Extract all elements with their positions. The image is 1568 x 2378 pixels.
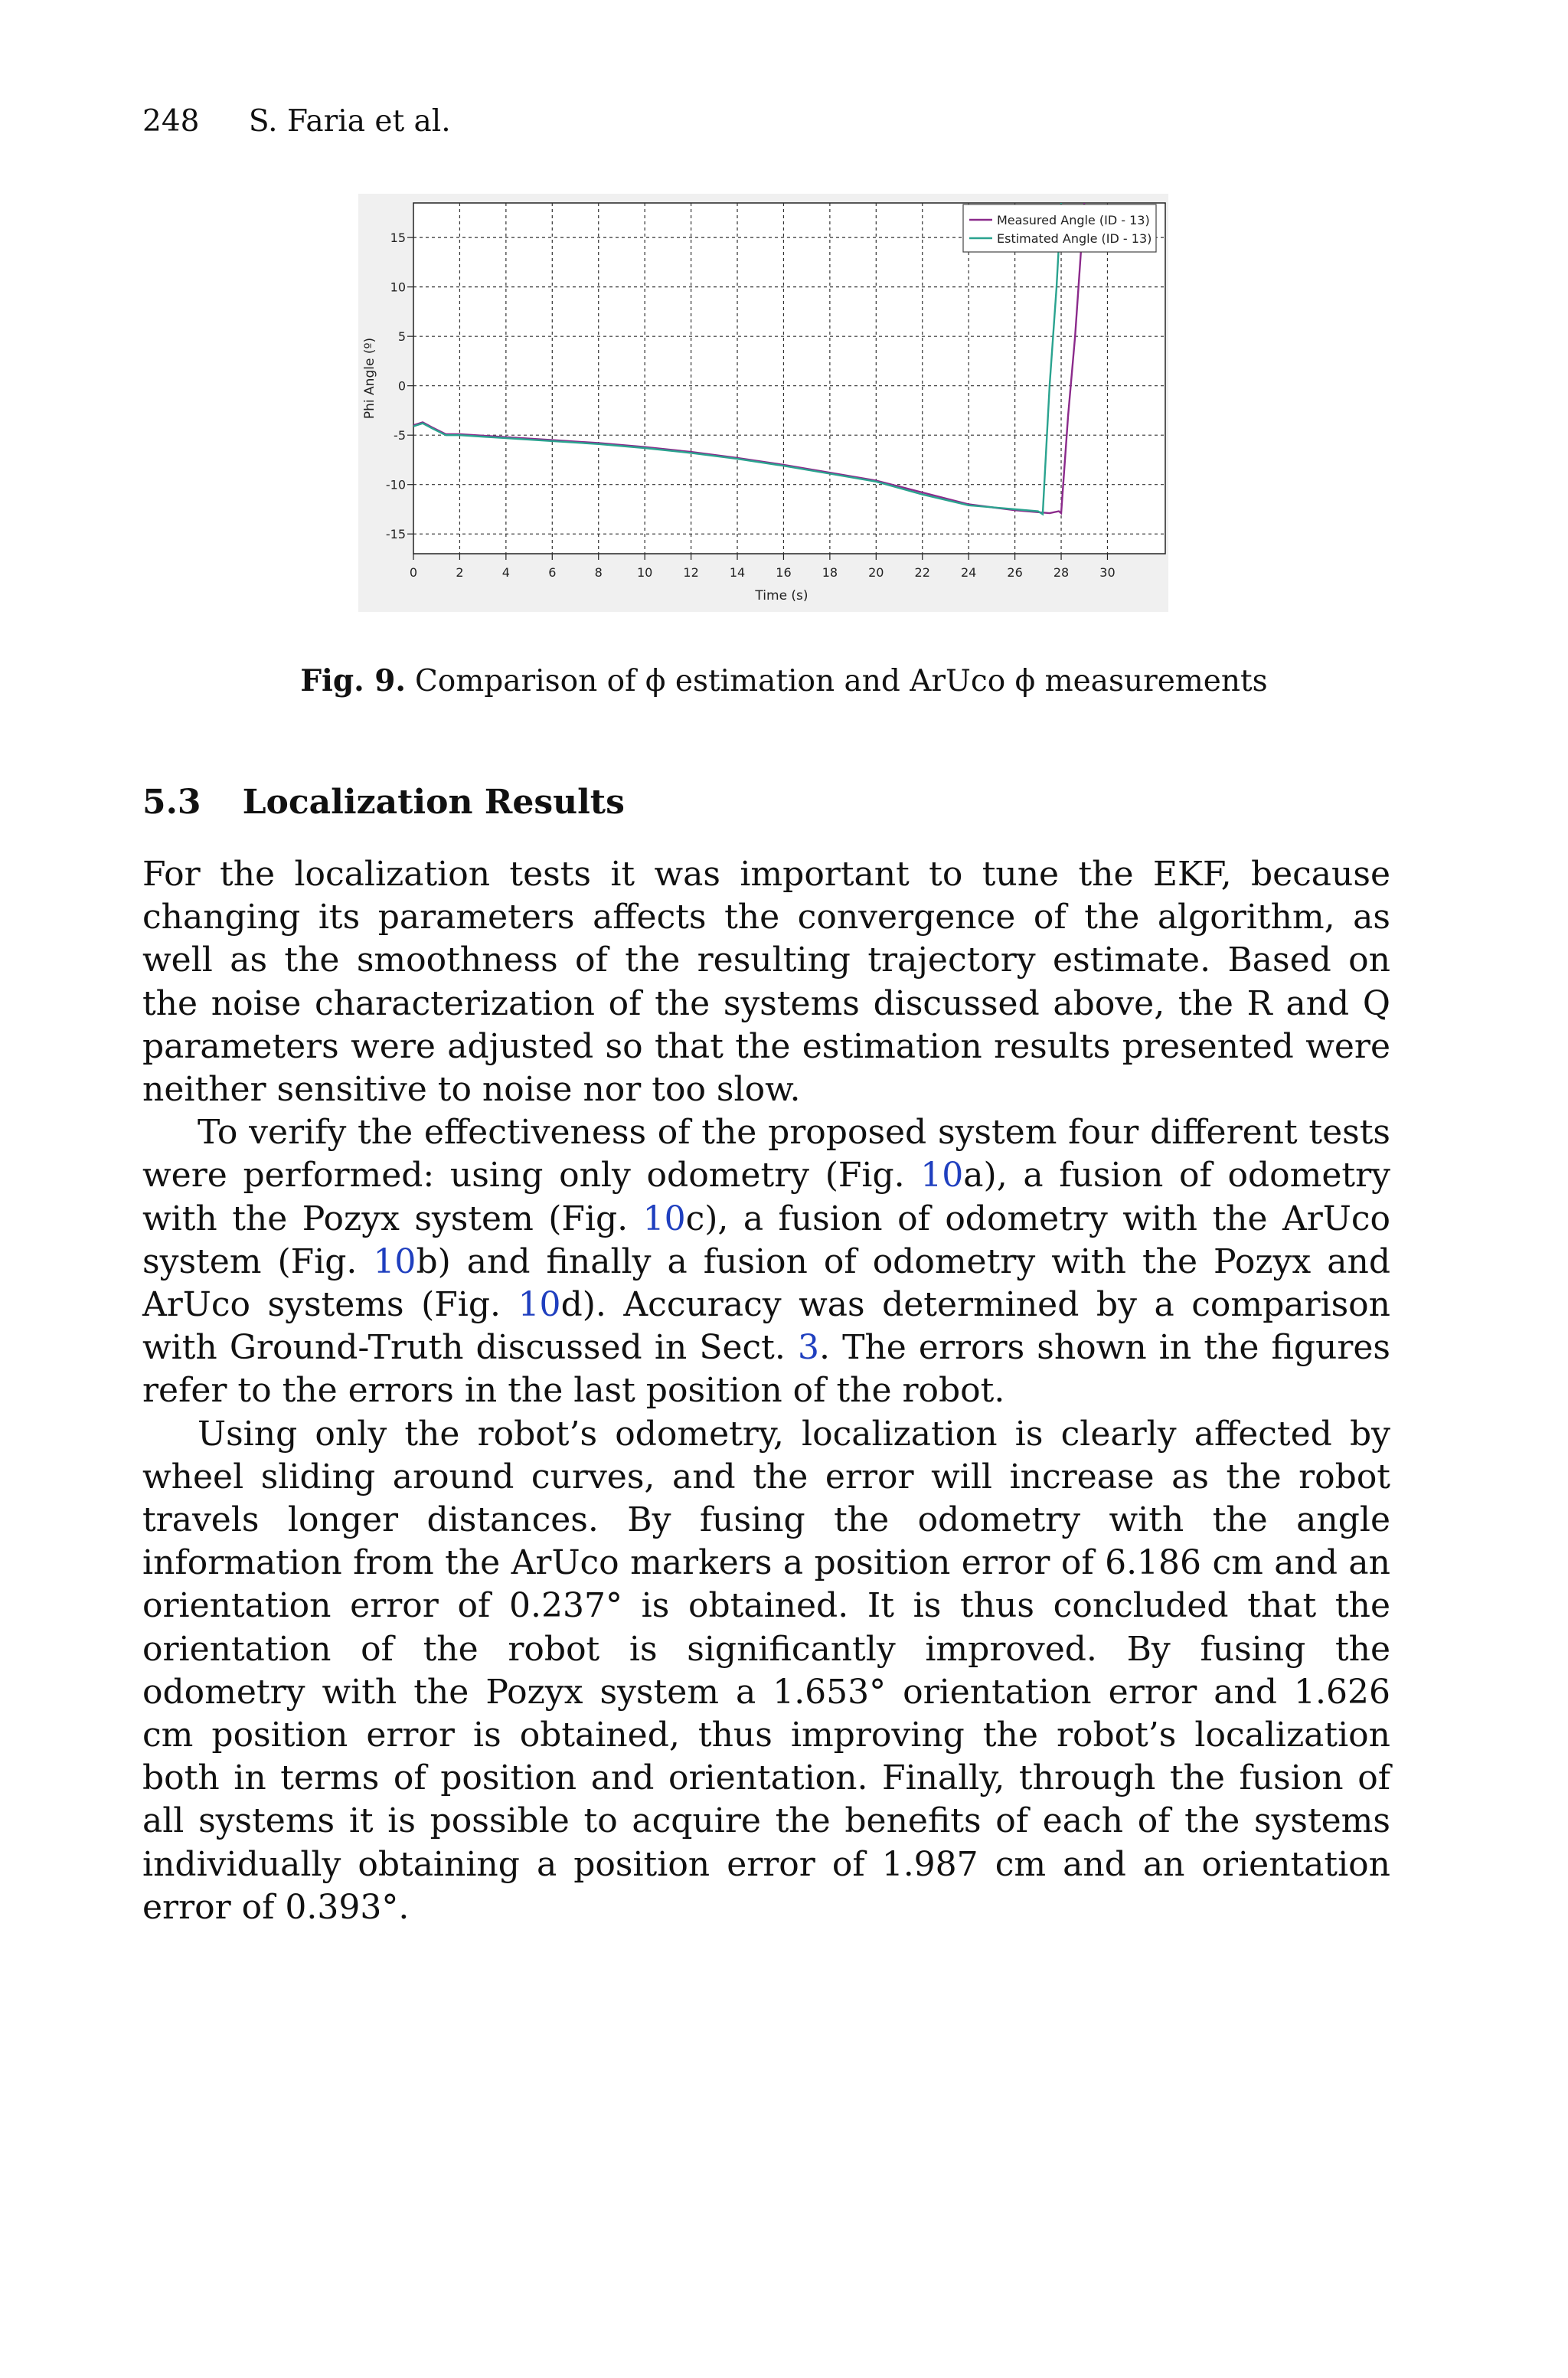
y-tick-label: -10 xyxy=(385,477,406,492)
fig-10c-link[interactable]: 10 xyxy=(642,1199,686,1238)
plot-area xyxy=(413,203,1165,554)
section-number: 5.3 xyxy=(142,783,201,822)
x-tick-label: 4 xyxy=(501,565,510,580)
y-tick-label: -15 xyxy=(385,527,406,542)
y-tick-label: 15 xyxy=(390,231,406,246)
paragraph-1: For the localization tests it was important to tune the EKF, because changing its parameters affects the convergence of the algorithm, as well as the smoothness of the resulting trajectory estimate. Based on the noise characterization of the systems discussed above, the R and Q parameters were adjusted so that the estimation results presented were neither sensitive to noise nor too slow. xyxy=(142,855,1390,1110)
p2-text-5: d). Accuracy was determined by a comparison with Ground-Truth discussed in Sect. xyxy=(142,1285,1390,1368)
p2-text-2: a), a fusion of odometry with the Pozyx system (Fig. xyxy=(142,1156,1390,1238)
fig-10d-link[interactable]: 10 xyxy=(518,1285,561,1325)
fig-10a-link[interactable]: 10 xyxy=(920,1156,964,1196)
legend-entry: Estimated Angle (ID - 13) xyxy=(997,231,1152,246)
paragraph-3: Using only the robot’s odometry, localization is clearly affected by wheel sliding around curves, and the error will increase as the robot travels longer distances. By fusing the odometry with the angle information from the ArUco markers a position error of 6.186 cm and an orientation error of 0.237° is obtained. It is thus concluded that the orientation of the robot is significantly improved. By fusing the odometry with the Pozyx system a 1.653° orientation error and 1.626 cm position error is obtained, thus improving the robot’s localization both in terms of position and orientation. Finally, through the fusion of all systems it is possible to acquire the benefits of each of the systems individually obtaining a position error of 1.987 cm and an orientation error of 0.393°. xyxy=(142,1414,1390,1927)
x-tick-label: 6 xyxy=(548,565,557,580)
section-title: Localization Results xyxy=(242,783,625,822)
figure-9 xyxy=(358,194,1168,612)
figure-caption xyxy=(0,663,1568,698)
running-header xyxy=(142,104,451,139)
legend xyxy=(963,204,1156,252)
x-axis-label: Time (s) xyxy=(755,588,808,603)
y-tick-label: 10 xyxy=(390,280,406,295)
x-tick-label: 26 xyxy=(1007,565,1023,580)
running-authors: S. Faria et al. xyxy=(248,104,451,139)
body-text xyxy=(142,853,1390,1929)
legend-entry: Measured Angle (ID - 13) xyxy=(997,213,1150,227)
x-tick-label: 24 xyxy=(960,565,977,580)
x-tick-label: 14 xyxy=(729,565,746,580)
y-tick-label: -5 xyxy=(394,428,406,443)
section-heading xyxy=(142,783,625,822)
phi-angle-chart xyxy=(358,194,1168,612)
paragraph-2 xyxy=(142,1111,1390,1412)
x-tick-label: 28 xyxy=(1053,565,1070,580)
y-tick-label: 5 xyxy=(397,329,406,345)
p2-text-1: To verify the effectiveness of the proposed system four different tests were performed: using only odometry (Fig. xyxy=(142,1113,1390,1196)
x-tick-label: 12 xyxy=(683,565,699,580)
sect-3-link[interactable]: 3 xyxy=(797,1328,819,1368)
fig-10b-link[interactable]: 10 xyxy=(373,1241,416,1281)
y-tick-label: 0 xyxy=(397,378,406,394)
x-tick-label: 8 xyxy=(594,565,603,580)
figure-label: Fig. 9. xyxy=(300,663,406,698)
x-tick-label: 20 xyxy=(868,565,884,580)
y-axis-label: Phi Angle (º) xyxy=(362,337,377,420)
p2-text-4: b) and finally a fusion of odometry with the Pozyx and ArUco systems (Fig. xyxy=(142,1241,1390,1325)
p2-text-3: c), a fusion of odometry with the ArUco system (Fig. xyxy=(142,1199,1390,1281)
page-number: 248 xyxy=(142,104,200,139)
x-tick-label: 2 xyxy=(456,565,464,580)
x-tick-label: 18 xyxy=(822,565,838,580)
p2-text-6: . The errors shown in the figures refer to the errors in the last position of the robot. xyxy=(142,1328,1391,1411)
x-tick-label: 22 xyxy=(914,565,930,580)
x-tick-label: 0 xyxy=(409,565,418,580)
x-tick-label: 16 xyxy=(776,565,792,580)
figure-caption-text: Comparison of ϕ estimation and ArUco ϕ measurements xyxy=(414,664,1268,698)
x-tick-label: 10 xyxy=(636,565,653,580)
x-tick-label: 30 xyxy=(1099,565,1116,580)
